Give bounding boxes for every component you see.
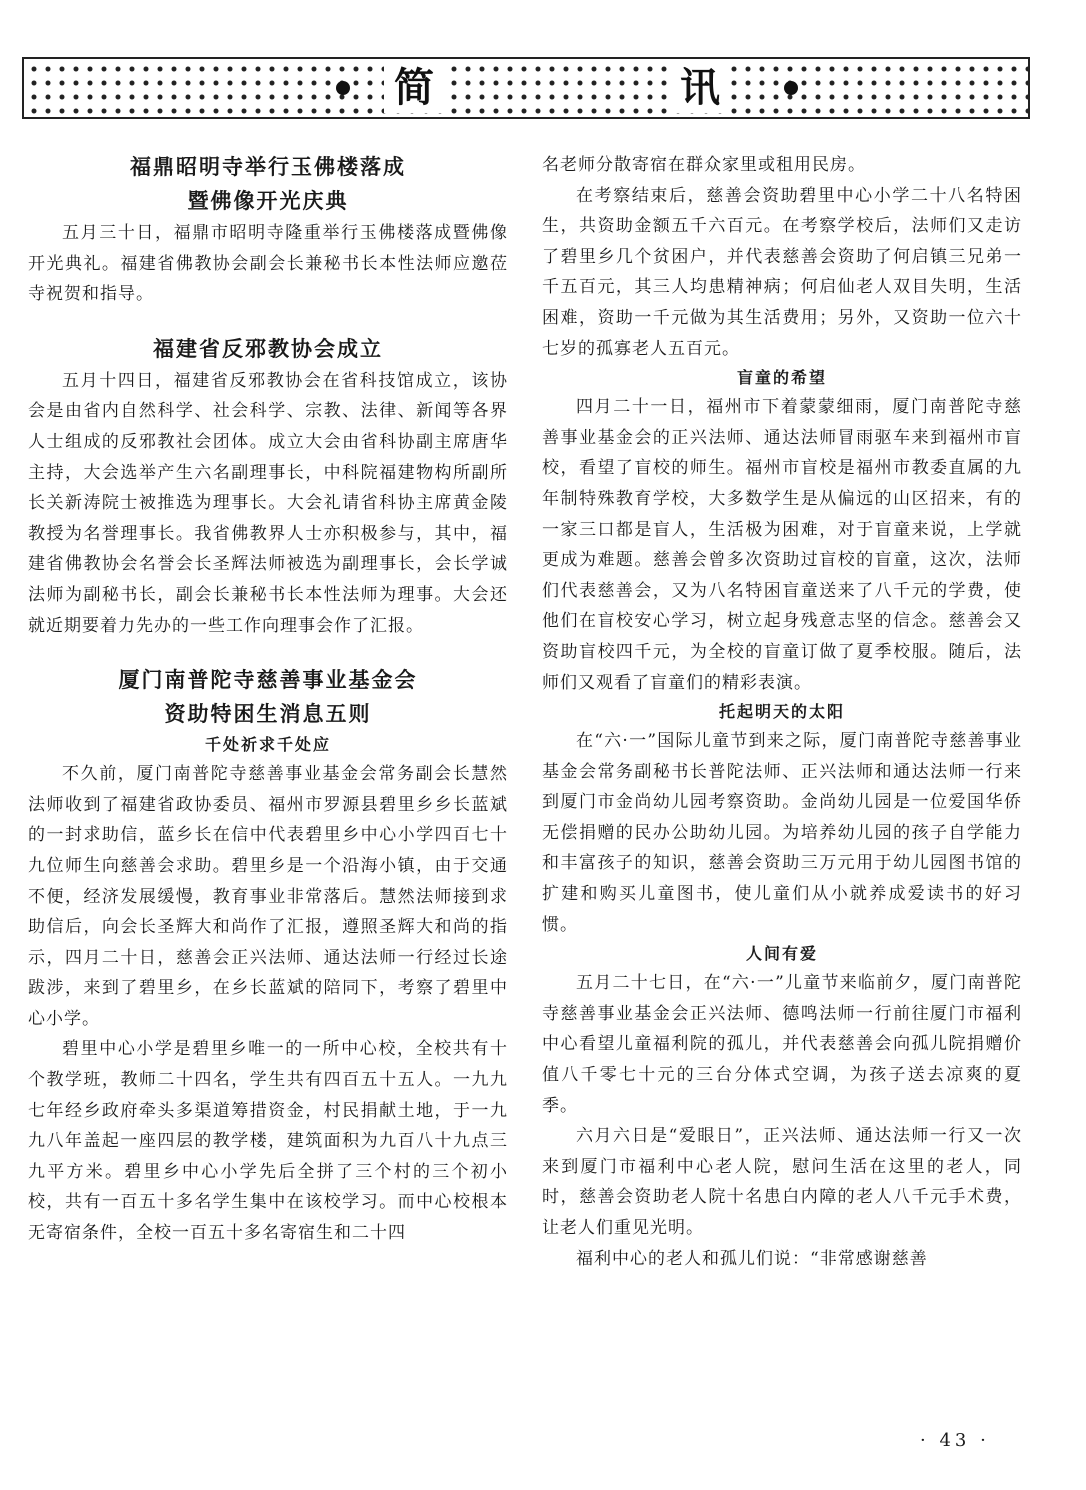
article-3-subheading-3: 托起明天的太阳 (718, 702, 845, 722)
article-3-paragraph-continued: 名老师分散寄宿在群众家里或租用民房。 (542, 155, 866, 175)
banner-title-char-2: 讯 (670, 63, 730, 113)
bullet-dot-icon (784, 81, 798, 95)
article-1-paragraph: 五月三十日，福鼎市昭明寺隆重举行玉佛楼落成暨佛像开光典礼。福建省佛教协会副会长兼秘书长本性法师应邀莅寺祝贺和指导。 (28, 223, 508, 305)
left-column (28, 150, 508, 1249)
right-column (542, 150, 1022, 1274)
article-3-paragraph-1: 不久前，厦门南普陀寺慈善事业基金会常务副会长慧然法师收到了福建省政协委员、福州市罗源县碧里乡乡长蓝斌的一封求助信，蓝乡长在信中代表碧里乡中心小学四百七十九位师生向慈善会求助。碧里乡是一个沿海小镇，由于交通不便，经济发展缓慢，教育事业非常落后。慧然法师接到求助信后，向会长圣辉大和尚作了汇报，遵照圣辉大和尚的指示，四月二十日，慈善会正兴法师、通达法师一行经过长途跋涉，来到了碧里乡，在乡长蓝斌的陪同下，考察了碧里中心小学。 (28, 764, 508, 1029)
article-3-title-line-2: 资助特困生消息五则 (164, 701, 372, 727)
article-3-paragraph-2: 碧里中心小学是碧里乡唯一的一所中心校，全校共有十个教学班，教师二十四名，学生共有四百五十五人。一九九七年经乡政府牵头多渠道筹措资金，村民捐献土地，于一九九八年盖起一座四层的教学楼，建筑面积为九百八十九点三九平方米。碧里乡中心小学先后全拼了三个村的三个初小校，共有一百五十多名学生集中在该校学习。而中心校根本无寄宿条件，全校一百五十多名寄宿生和二十四 (28, 1039, 508, 1244)
article-3-paragraph-6: 五月二十七日，在“六·一”儿童节来临前夕，厦门南普陀寺慈善事业基金会正兴法师、德鸣法师一行前往厦门市福利中心看望儿童福利院的孤儿，并代表慈善会向孤儿院捐赠价值八千零七十元的三台分体式空调，为孩子送去凉爽的夏季。 (542, 973, 1022, 1116)
article-3-title-line-1: 厦门南普陀寺慈善事业基金会 (118, 667, 418, 693)
article-2-paragraph: 五月十四日，福建省反邪教协会在省科技馆成立，该协会是由省内自然科学、社会科学、宗教、法律、新闻等各界人士组成的反邪教社会团体。成立大会由省科协副主席唐华主持，大会选举产生六名副理事长，中科院福建物构所副所长关新涛院士被推选为理事长。大会礼请省科协主席黄金陵教授为名誉理事长。我省佛教界人士亦积极参与，其中，福建省佛教协会名誉会长圣辉法师被选为副理事长，会长学诚法师为副秘书长，副会长兼秘书长本性法师为理事。大会还就近期要着力先办的一些工作向理事会作了汇报。 (28, 370, 508, 636)
article-2-title: 福建省反邪教协会成立 (153, 335, 383, 361)
article-3-paragraph-8: 福利中心的老人和孤儿们说：“非常感谢慈善 (576, 1248, 928, 1269)
article-1-title-line-2: 暨佛像开光庆典 (187, 188, 349, 213)
article-3-subheading-1: 千处祈求千处应 (204, 735, 331, 755)
section-banner (22, 57, 1030, 119)
article-3-paragraph-4: 四月二十一日，福州市下着蒙蒙细雨，厦门南普陀寺慈善事业基金会的正兴法师、通达法师冒雨驱车来到福州市盲校，看望了盲校的师生。福州市盲校是福州市教委直属的九年制特殊教育学校，大多数学生是从偏远的山区招来，有的一家三口都是盲人，生活极为困难，对于盲童来说，上学就更成为难题。慈善会曾多次资助过盲校的盲童，这次，法师们代表慈善会，又为八名特困盲童送来了八千元的学费，使他们在盲校安心学习，树立起身残意志坚的信念。慈善会又资助盲校四千元，为全校的盲童订做了夏季校服。随后，法师们又观看了盲童们的精彩表演。 (542, 397, 1022, 693)
article-3-paragraph-7: 六月六日是“爱眼日”，正兴法师、通达法师一行又一次来到厦门市福利中心老人院，慰问生活在这里的老人，同时，慈善会资助老人院十名患白内障的老人八千元手术费，让老人们重见光明。 (542, 1126, 1022, 1238)
bullet-dot-icon (336, 81, 350, 95)
article-3-subheading-2: 盲童的希望 (736, 368, 827, 388)
article-3-subheading-4: 人间有爱 (745, 944, 818, 964)
article-1-title-line-1: 福鼎昭明寺举行玉佛楼落成 (130, 154, 406, 179)
banner-title-char-1: 简 (384, 63, 444, 113)
article-3-paragraph-3: 在考察结束后，慈善会资助碧里中心小学二十八名特困生，共资助金额五千六百元。在考察学校后，法师们又走访了碧里乡几个贫困户，并代表慈善会资助了何启镇三兄弟一千五百元，其三人均患精神病；何启仙老人双目失明，生活困难，资助一千元做为其生活费用；另外，又资助一位六十七岁的孤寡老人五百元。 (542, 185, 1022, 359)
article-3-paragraph-5: 在“六·一”国际儿童节到来之际，厦门南普陀寺慈善事业基金会常务副秘书长普陀法师、正兴法师和通达法师一行来到厦门市金尚幼儿园考察资助。金尚幼儿园是一位爱国华侨无偿捐赠的民办公助幼儿园。为培养幼儿园的孩子自学能力和丰富孩子的知识，慈善会资助三万元用于幼儿园图书馆的扩建和购买儿童图书，使儿童们从小就养成爱读书的好习惯。 (542, 731, 1022, 935)
page-number: · 43 · (920, 1430, 990, 1451)
